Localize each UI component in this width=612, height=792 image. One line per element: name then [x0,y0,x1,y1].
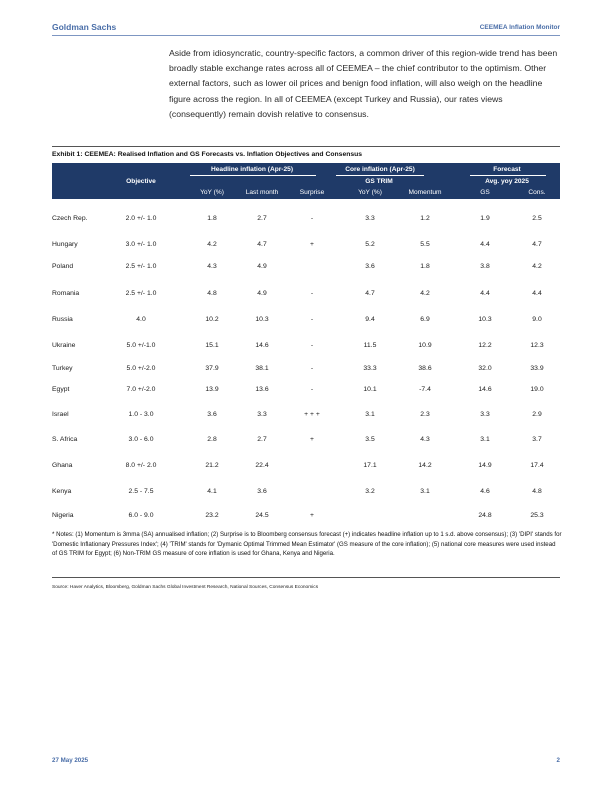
header-divider [52,35,560,36]
momentum-cell: 1.8 [420,263,430,270]
gs-forecast-cell: 14.6 [478,386,492,393]
core-yoy-cell: 10.1 [363,386,377,393]
gs-forecast-cell: 4.6 [480,488,490,495]
consensus-cell: 4.2 [532,263,542,270]
consensus-cell: 12.3 [530,342,544,349]
intro-paragraph: Aside from idiosyncratic, country-specific factors, a common driver of this region-wide trend has been broadly stable exchange rates across all of CEEMEA – the chief contributor to the optimism. Other external factors, such as lower oil prices and benign food inflation, will also weigh on the headline figure across the region. In all of CEEMEA (except Turkey and Russia), our rates views (consequently) remain dovish relative to consensus. [169,48,558,119]
objective-cell: 3.0 - 6.0 [128,436,154,443]
momentum-cell: 4.3 [420,436,430,443]
core-yoy-cell: 33.3 [363,365,377,372]
objective-cell: 3.0 +/- 1.0 [125,241,157,248]
momentum-cell: 6.9 [420,316,430,323]
country-cell: Turkey [52,365,73,372]
last-month-cell: 4.9 [257,263,267,270]
last-month-cell: 13.6 [255,386,269,393]
momentum-cell: 38.6 [418,365,432,372]
table-row [52,365,560,379]
headline-yoy-cell: 4.3 [207,263,217,270]
consensus-cell: 2.9 [532,411,542,418]
table-row [52,462,560,476]
consensus-cell: 25.3 [530,512,544,519]
exhibit-title: Exhibit 1: CEEMEA: Realised Inflation and GS Forecasts vs. Inflation Objectives and Consensus [52,151,363,158]
forecast-underline [470,175,546,176]
last-month-cell: 22.4 [255,462,269,469]
gs-forecast-cell: 3.1 [480,436,490,443]
gs-forecast-cell: 14.9 [478,462,492,469]
headline-yoy-cell: 13.9 [205,386,219,393]
objective-cell: 4.0 [136,316,146,323]
last-month-cell: 2.7 [257,436,267,443]
table-row [52,411,560,425]
core-yoy-cell: 3.2 [365,488,375,495]
core-subheader: GS TRIM [365,178,393,185]
objective-cell: 2.5 +/- 1.0 [125,263,157,270]
country-cell: Israel [52,411,69,418]
table-row [52,488,560,502]
momentum-cell: 4.2 [420,290,430,297]
consensus-cell: 3.7 [532,436,542,443]
col-headline-yoy: YoY (%) [200,189,224,196]
headline-yoy-cell: 15.1 [205,342,219,349]
surprise-cell: - [310,215,314,222]
surprise-cell: - [310,316,314,323]
gs-forecast-cell: 12.2 [478,342,492,349]
core-yoy-cell: 11.5 [363,342,377,349]
surprise-cell: - [310,342,314,349]
last-month-cell: 10.3 [255,316,269,323]
consensus-cell: 4.8 [532,488,542,495]
objective-cell: 2.5 +/- 1.0 [125,290,157,297]
core-underline [336,175,424,176]
forecast-subheader: Avg. yoy 2025 [485,178,529,185]
table-row [52,512,560,526]
gs-forecast-cell: 24.8 [478,512,492,519]
objective-cell: 7.0 +/-2.0 [126,386,156,393]
surprise-cell: + + + [304,411,320,418]
gs-forecast-cell: 1.9 [480,215,490,222]
consensus-cell: 9.0 [532,316,542,323]
country-cell: Nigeria [52,512,74,519]
core-yoy-cell: 3.6 [365,263,375,270]
last-month-cell: 2.7 [257,215,267,222]
last-month-cell: 14.6 [255,342,269,349]
surprise-cell: + [310,241,314,248]
headline-yoy-cell: 3.6 [207,411,217,418]
col-core-yoy: YoY (%) [358,189,382,196]
exhibit-notes: * Notes: (1) Momentum is 3mma (SA) annualised inflation; (2) Surprise is to Bloomberg consensus forecast (+) indicates headline inflation up to 1 s.d. above consensus); (3) 'DIPI' stands for 'Domestic Inflationary Pressures Index'; (4) 'TRIM' stands for 'Dymanic Optimal Trimmed Mean Estimator' (GS measure of the core inflation); (5) national core measures were used instead of GS TRIM for Egypt; (6) Non-TRIM GS measure of core inflation is used for Ghana, Kenya and Nigeria. [52,531,562,558]
core-yoy-cell: 17.1 [363,462,377,469]
core-yoy-cell: 3.5 [365,436,375,443]
headline-yoy-cell: 2.8 [207,436,217,443]
group-core: Core inflation (Apr-25) [345,166,415,173]
objective-cell: 5.0 +/-2.0 [126,365,156,372]
surprise-cell: - [310,386,314,393]
col-objective: Objective [126,178,156,185]
core-yoy-cell: 3.1 [365,411,375,418]
momentum-cell: 14.2 [418,462,432,469]
country-cell: Kenya [52,488,72,495]
headline-yoy-cell: 23.2 [205,512,219,519]
gs-forecast-cell: 4.4 [480,241,490,248]
consensus-cell: 19.0 [530,386,544,393]
table-header [52,163,560,199]
consensus-cell: 33.9 [530,365,544,372]
col-gs: GS [480,189,490,196]
momentum-cell: 2.3 [420,411,430,418]
headline-yoy-cell: 4.1 [207,488,217,495]
gs-forecast-cell: 10.3 [478,316,492,323]
headline-yoy-cell: 4.2 [207,241,217,248]
objective-cell: 2.5 - 7.5 [128,488,154,495]
objective-cell: 8.0 +/- 2.0 [125,462,157,469]
consensus-cell: 4.7 [532,241,542,248]
core-yoy-cell: 4.7 [365,290,375,297]
last-month-cell: 24.5 [255,512,269,519]
headline-yoy-cell: 21.2 [205,462,219,469]
country-cell: Hungary [52,241,78,248]
last-month-cell: 3.3 [257,411,267,418]
brand-name: Goldman Sachs [52,22,117,32]
gs-forecast-cell: 3.8 [480,263,490,270]
surprise-cell: + [310,512,314,519]
table-row [52,215,560,229]
consensus-cell: 17.4 [530,462,544,469]
momentum-cell: 3.1 [420,488,430,495]
gs-forecast-cell: 3.3 [480,411,490,418]
core-yoy-cell: 9.4 [365,316,375,323]
country-cell: Russia [52,316,73,323]
surprise-cell: - [310,290,314,297]
objective-cell: 1.0 - 3.0 [128,411,154,418]
country-cell: Czech Rep. [52,215,88,222]
consensus-cell: 2.5 [532,215,542,222]
table-row [52,290,560,304]
headline-underline [190,175,316,176]
momentum-cell: -7.4 [419,386,431,393]
notes-divider [52,577,560,578]
headline-yoy-cell: 37.9 [205,365,219,372]
surprise-cell: - [310,365,314,372]
last-month-cell: 38.1 [255,365,269,372]
col-surprise: Surprise [299,189,325,196]
headline-yoy-cell: 10.2 [205,316,219,323]
table-row [52,241,560,255]
last-month-cell: 4.7 [257,241,267,248]
core-yoy-cell: 3.3 [365,215,375,222]
col-last-month: Last month [245,189,279,196]
group-forecast: Forecast [493,166,521,173]
col-momentum: Momentum [408,189,442,196]
gs-forecast-cell: 32.0 [478,365,492,372]
last-month-cell: 4.9 [257,290,267,297]
objective-cell: 6.0 - 9.0 [128,512,154,519]
consensus-cell: 4.4 [532,290,542,297]
momentum-cell: 1.2 [420,215,430,222]
country-cell: S. Africa [52,436,78,443]
country-cell: Ghana [52,462,73,469]
table-row [52,436,560,450]
country-cell: Poland [52,263,74,270]
table-row [52,316,560,330]
table-row [52,342,560,356]
footer-date: 27 May 2025 [52,757,89,764]
momentum-cell: 10.9 [418,342,432,349]
headline-yoy-cell: 1.8 [207,215,217,222]
last-month-cell: 3.6 [257,488,267,495]
objective-cell: 2.0 +/- 1.0 [125,215,157,222]
headline-yoy-cell: 4.8 [207,290,217,297]
surprise-cell: + [310,436,314,443]
exhibit-source: Source: Haver Analytics, Bloomberg, Goldman Sachs Global Investment Research, National Sources, Consensus Economics [52,585,319,590]
col-cons: Cons. [528,189,546,196]
publication-title: CEEMEA Inflation Monitor [479,24,560,31]
table-row [52,386,560,400]
country-cell: Egypt [52,386,70,393]
gs-forecast-cell: 4.4 [480,290,490,297]
momentum-cell: 5.5 [420,241,430,248]
objective-cell: 5.0 +/-1.0 [126,342,156,349]
core-yoy-cell: 5.2 [365,241,375,248]
table-row [52,263,560,277]
group-headline: Headline inflation (Apr-25) [210,166,294,173]
country-cell: Romania [52,290,80,297]
exhibit-divider [52,146,560,147]
page-number: 2 [556,757,560,764]
country-cell: Ukraine [52,342,76,349]
